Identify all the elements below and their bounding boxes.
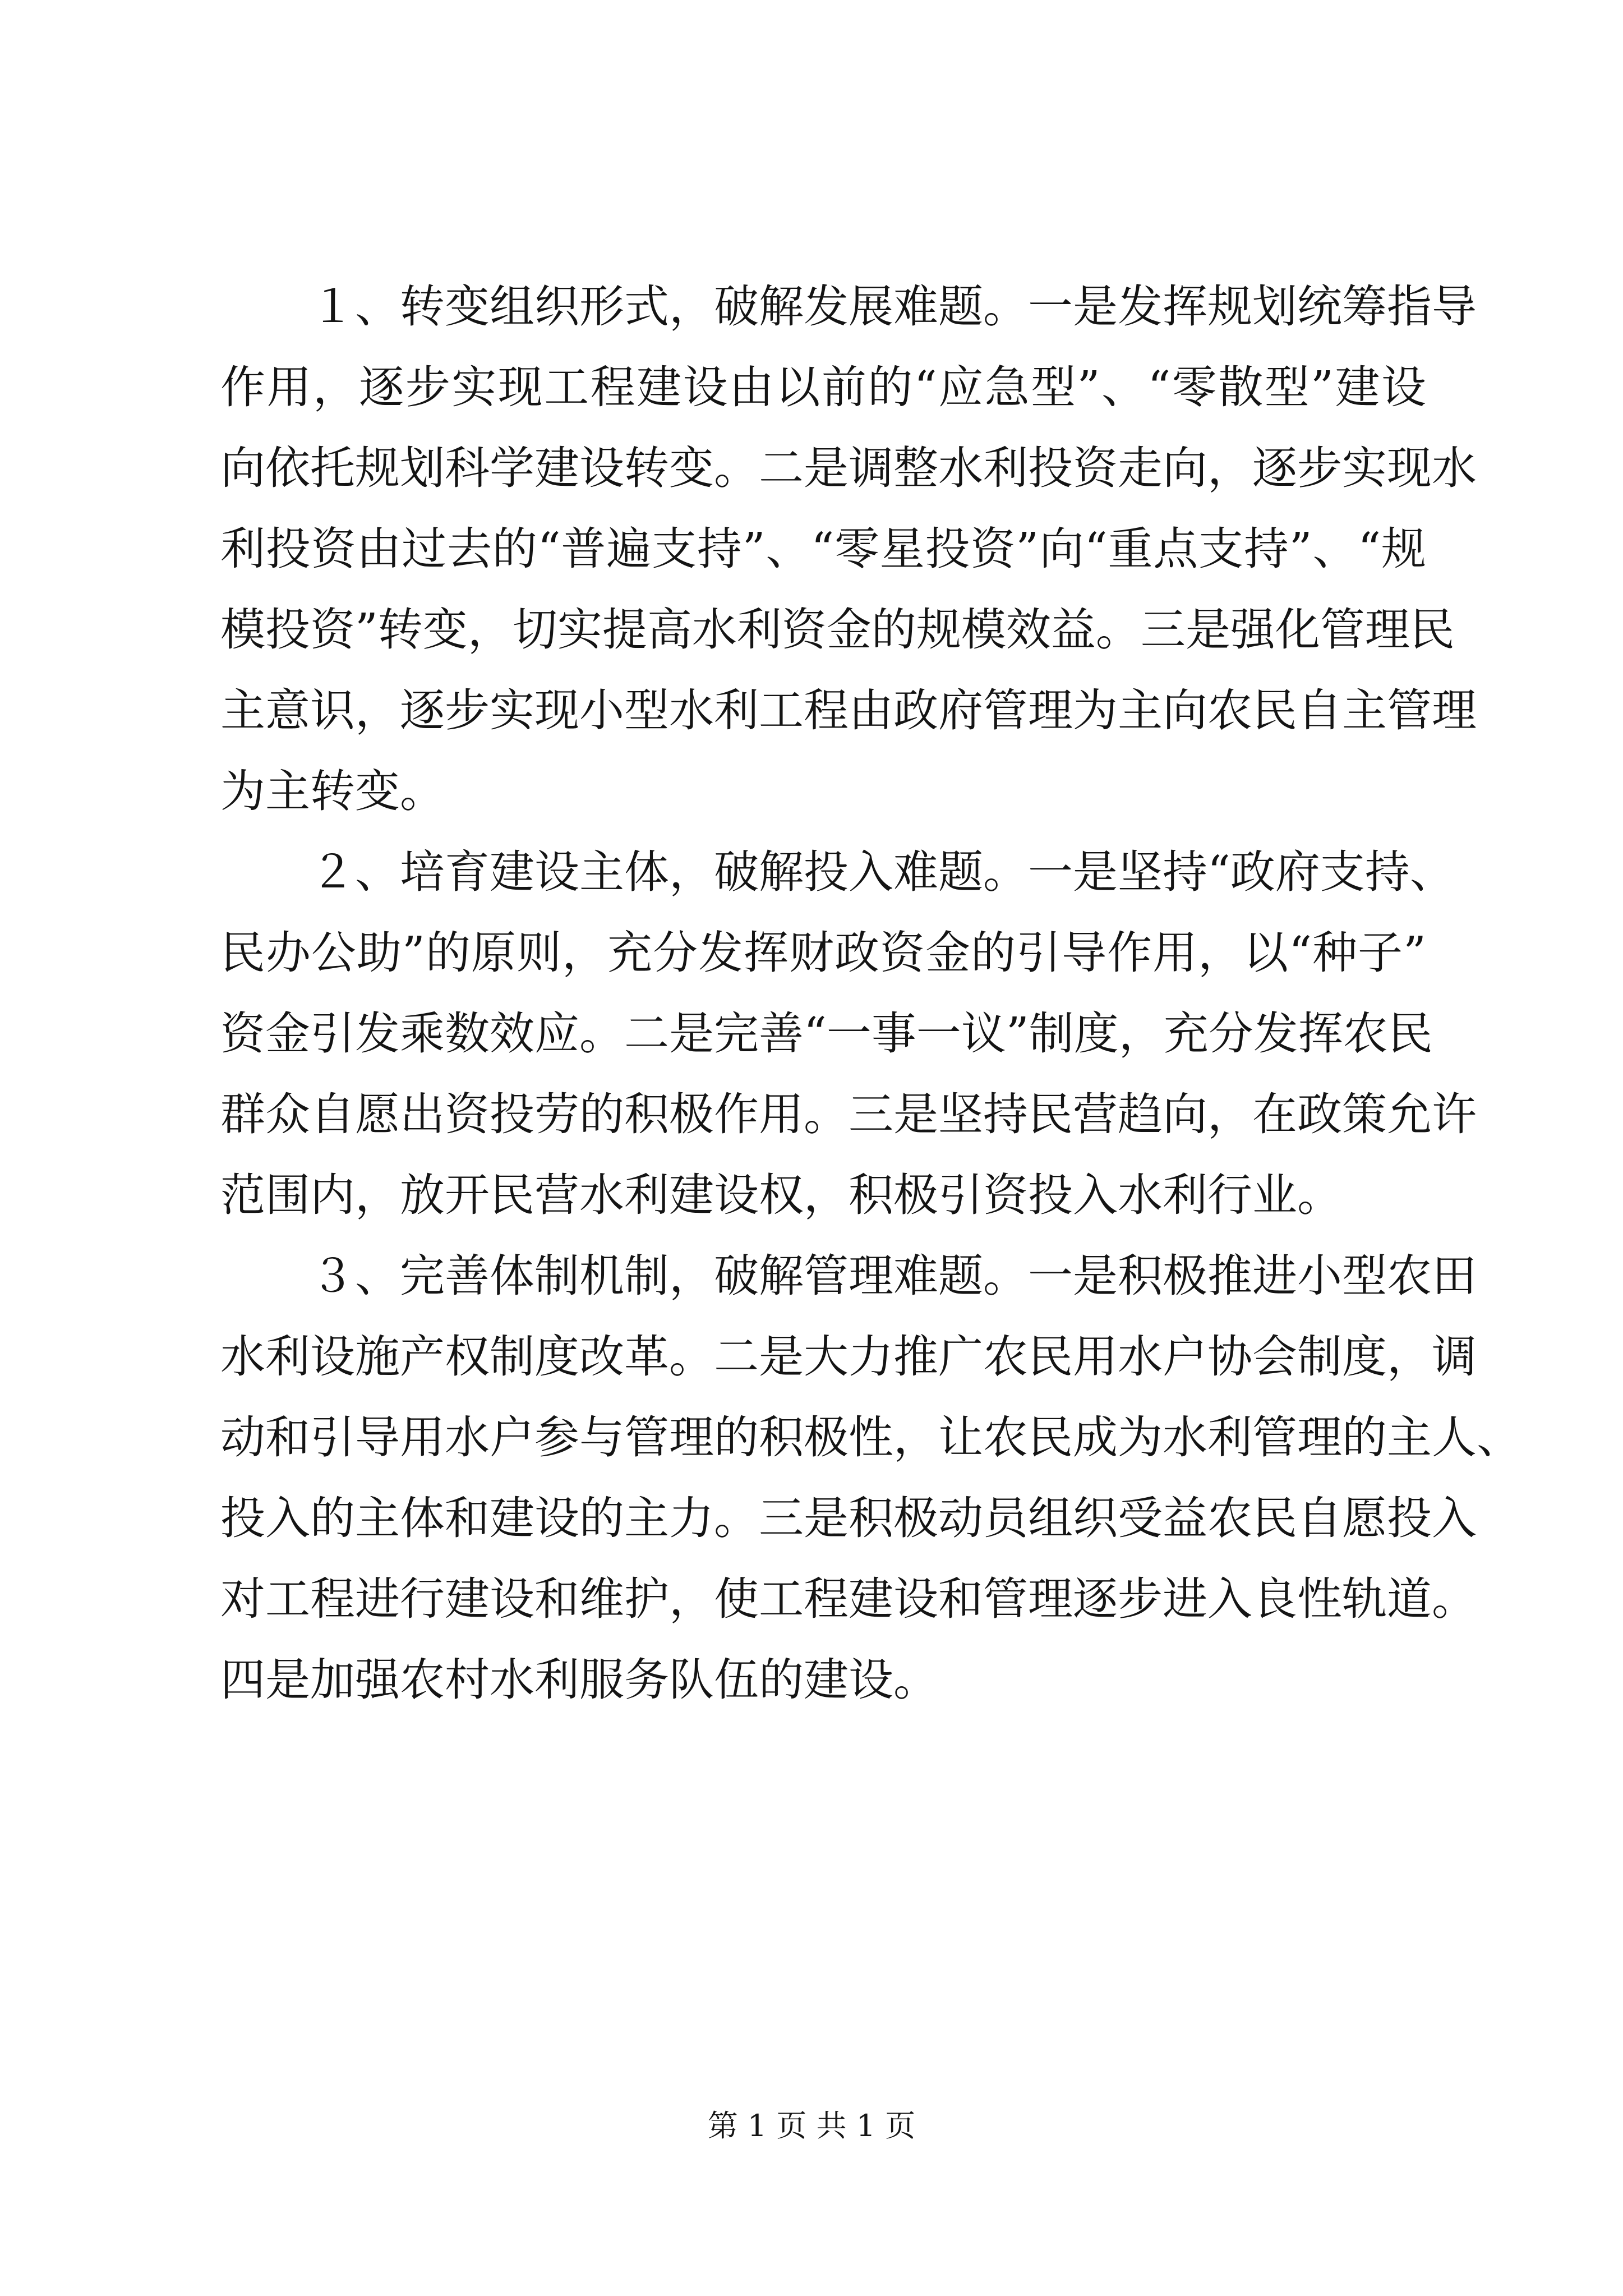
paragraph-3-line-1: ３、完善体制机制，破解管理难题。一是积极推进小型农田 <box>310 1250 1477 1302</box>
page-footer: 第 1 页 共 1 页 <box>707 2108 916 2143</box>
paragraph-2-line-1: ２、培育建设主体，破解投入难题。一是坚持“政府支持、 <box>310 846 1455 898</box>
paragraph-3-line-6: 四是加强农村水利服务队伍的建设。 <box>220 1654 938 1706</box>
paragraph-1-line-4: 利投资由过去的“普遍支持”、“零星投资”向“重点支持”、“规 <box>220 523 1426 575</box>
document-body <box>220 266 1521 1720</box>
paragraph-1-line-2: 作用，逐步实现工程建设由以前的“应急型”、“零散型”建设 <box>220 361 1426 413</box>
paragraph-1-line-3: 向依托规划科学建设转变。二是调整水利投资走向，逐步实现水 <box>220 442 1477 494</box>
paragraph-3-line-5: 对工程进行建设和维护，使工程建设和管理逐步进入良性轨道。 <box>220 1573 1477 1625</box>
paragraph-1-line-7: 为主转变。 <box>220 765 445 817</box>
paragraph-2-line-5: 范围内，放开民营水利建设权，积极引资投入水利行业。 <box>220 1169 1342 1221</box>
paragraph-1-line-6: 主意识，逐步实现小型水利工程由政府管理为主向农民自主管理 <box>220 684 1477 737</box>
paragraph-1-line-1: １、转变组织形式，破解发展难题。一是发挥规划统筹指导 <box>310 280 1477 333</box>
paragraph-3-line-3: 动和引导用水户参与管理的积极性，让农民成为水利管理的主人、 <box>220 1411 1521 1464</box>
paragraph-3-line-4: 投入的主体和建设的主力。三是积极动员组织受益农民自愿投入 <box>220 1492 1477 1544</box>
paragraph-3-line-2: 水利设施产权制度改革。二是大力推广农民用水户协会制度，调 <box>220 1331 1477 1383</box>
paragraph-1-line-5: 模投资”转变，切实提高水利资金的规模效益。三是强化管理民 <box>220 604 1455 656</box>
paragraph-2-line-4: 群众自愿出资投劳的积极作用。三是坚持民营趋向，在政策允许 <box>220 1088 1477 1140</box>
paragraph-2-line-2: 民办公助”的原则，充分发挥财政资金的引导作用，以“种子” <box>220 927 1426 979</box>
paragraph-2-line-3: 资金引发乘数效应。二是完善“一事一议”制度，充分发挥农民 <box>220 1007 1433 1060</box>
